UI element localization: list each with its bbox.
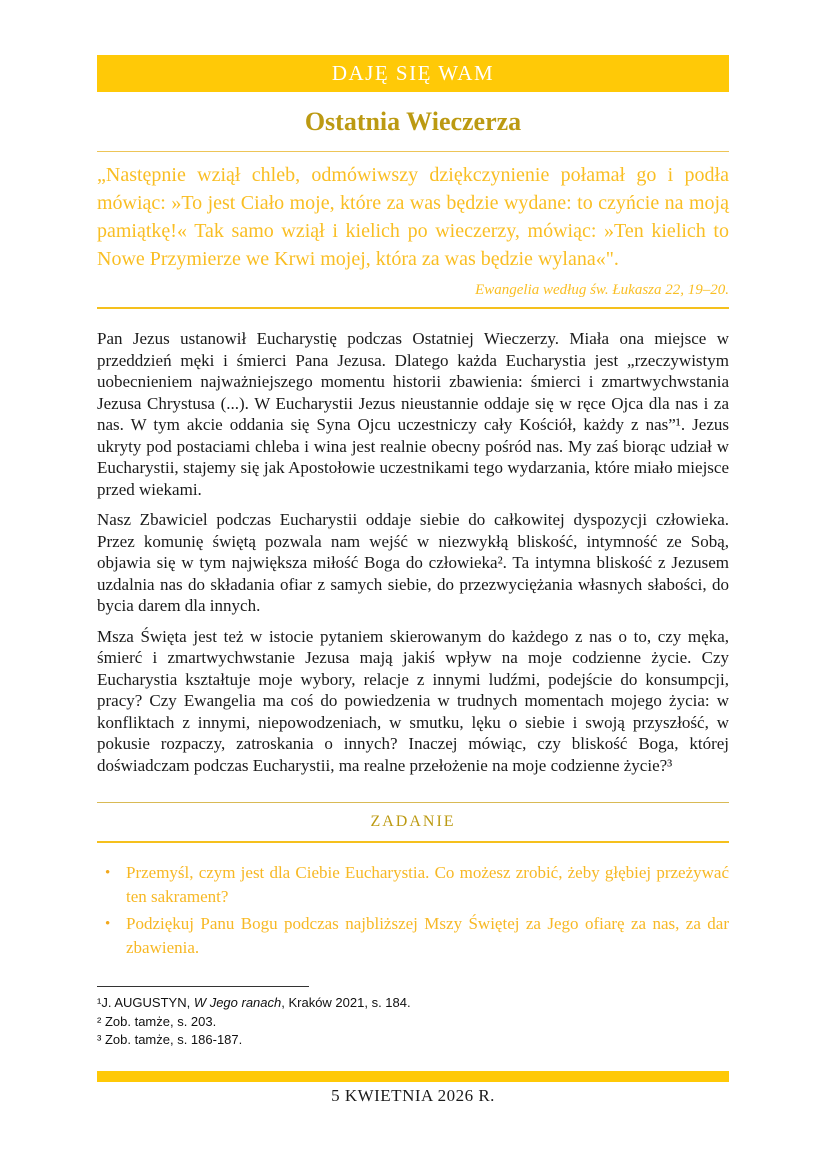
task-item-2-text: Podziękuj Panu Bogu podczas najbliższej Mszy Świętej za Jego ofiarę za nas, za dar zbawienia.	[126, 914, 729, 957]
task-heading: ZADANIE	[370, 813, 456, 830]
footer-bar	[97, 1071, 729, 1082]
footnote-1	[97, 994, 729, 1013]
footnote-2-marker: ²	[97, 1013, 102, 1029]
divider-under-title	[97, 151, 729, 152]
body-paragraph-3: Msza Święta jest też w istocie pytaniem skierowanym do każdego z nas o to, czy męka, śmierć i zmartwychwstanie Jezusa mają jakiś wpływ na moje codzienne życie. Czy Eucharystia kształtuje moje wybory, relacje z innymi ludźmi, podejście do konsumpcji, pracy? Czy Ewangelia ma coś do powiedzenia w trudnych momentach mojego życia: w konfliktach z innymi, niepowodzeniach, w smutku, lęku o siebie i swoją przyszłość, w pokusie rozpaczy, zatroskania o innych? Inaczej mówiąc, czy bliskość Boga, której doświadczam podczas Eucharystii, ma realne przełożenie na moje codzienne życie?³	[97, 626, 729, 775]
footnote-1-title: W Jego ranach	[193, 995, 282, 1010]
header-banner-text: DAJĘ SIĘ WAM	[331, 61, 495, 85]
body-paragraph-1: Pan Jezus ustanowił Eucharystię podczas Ostatniej Wieczerzy. Miała ona miejsce w przeddzień męki i śmierci Pana Jezusa. Dlatego każda Eucharystia jest „rzeczywistym uobecnieniem najważniejszego momentu historii zbawienia: śmierci i zmartwychwstania Jezusa Chrystusa (...). W Eucharystii Jezus nieustannie oddaje się w ręce Ojca dla nas i za nas. W tym akcie oddania się Syna Ojcu uczestniczy cały Kościół, każdy z nas”¹. Jezus ukryty pod postaciami chleba i wina jest realnie obecny pośród nas. My zaś biorąc udział w Eucharystii, stajemy się jak Apostołowie uczestnikami tego wydarzania, które miało miejsce przed wiekami.	[97, 329, 729, 499]
task-item-1	[97, 861, 729, 909]
header-banner	[97, 55, 729, 92]
task-item-1-text: Przemyśl, czym jest dla Ciebie Eucharystia. Co możesz zrobić, żeby głębiej przeżywać ten sakrament?	[126, 863, 729, 906]
footnote-separator	[97, 986, 309, 987]
footnote-1-pre: J. AUGUSTYN,	[101, 995, 194, 1010]
task-item-2	[97, 912, 729, 960]
footnote-3-pre: Zob. tamże, s. 186-187.	[101, 1032, 243, 1047]
footnote-3-marker: ³	[97, 1032, 102, 1047]
task-divider-bottom	[97, 841, 729, 843]
footer-date: 5 KWIETNIA 2026 R.	[331, 1085, 495, 1105]
footnote-2	[97, 1013, 729, 1032]
gospel-quote: „Następnie wziął chleb, odmówiwszy dziękczynienie połamał go i podła mówiąc: »To jest Ciało moje, które za was będzie wydane: to czyńcie na moją pamiątkę!« Tak samo wziął i kielich po wieczerzy, mówiąc: »Ten kielich to Nowe Przymierze we Krwi mojej, która za was będzie wylana«".	[97, 164, 729, 270]
task-list	[97, 861, 729, 960]
footnote-2-pre: Zob. tamże, s. 203.	[101, 1013, 217, 1029]
bullet-icon: •	[105, 916, 111, 932]
task-section	[97, 802, 729, 960]
divider-under-quote	[97, 307, 729, 309]
body-paragraph-2: Nasz Zbawiciel podczas Eucharystii oddaje siebie do całkowitej dyspozycji człowieka. Przez komunię świętą pozwala nam wejść w niezwykłą bliskość, intymność ze Sobą, objawia się w tym największa miłość Boga do człowieka². Ta intymna bliskość z Jezusem uzdalnia nas do składania ofiar z samych siebie, do przezwyciężania własnych słabości, do bycia darem dla innych.	[97, 510, 729, 615]
page-title: Ostatnia Wieczerza	[304, 107, 522, 136]
bullet-icon: •	[105, 865, 111, 881]
footnote-1-post: , Kraków 2021, s. 184.	[281, 995, 411, 1010]
quote-attribution: Ewangelia według św. Łukasza 22, 19–20.	[475, 282, 729, 298]
footnotes-section	[97, 986, 729, 1050]
body-text	[97, 328, 729, 776]
content-column	[97, 55, 729, 1106]
footnote-3	[97, 1031, 729, 1050]
footnote-1-marker: ¹	[97, 995, 102, 1010]
